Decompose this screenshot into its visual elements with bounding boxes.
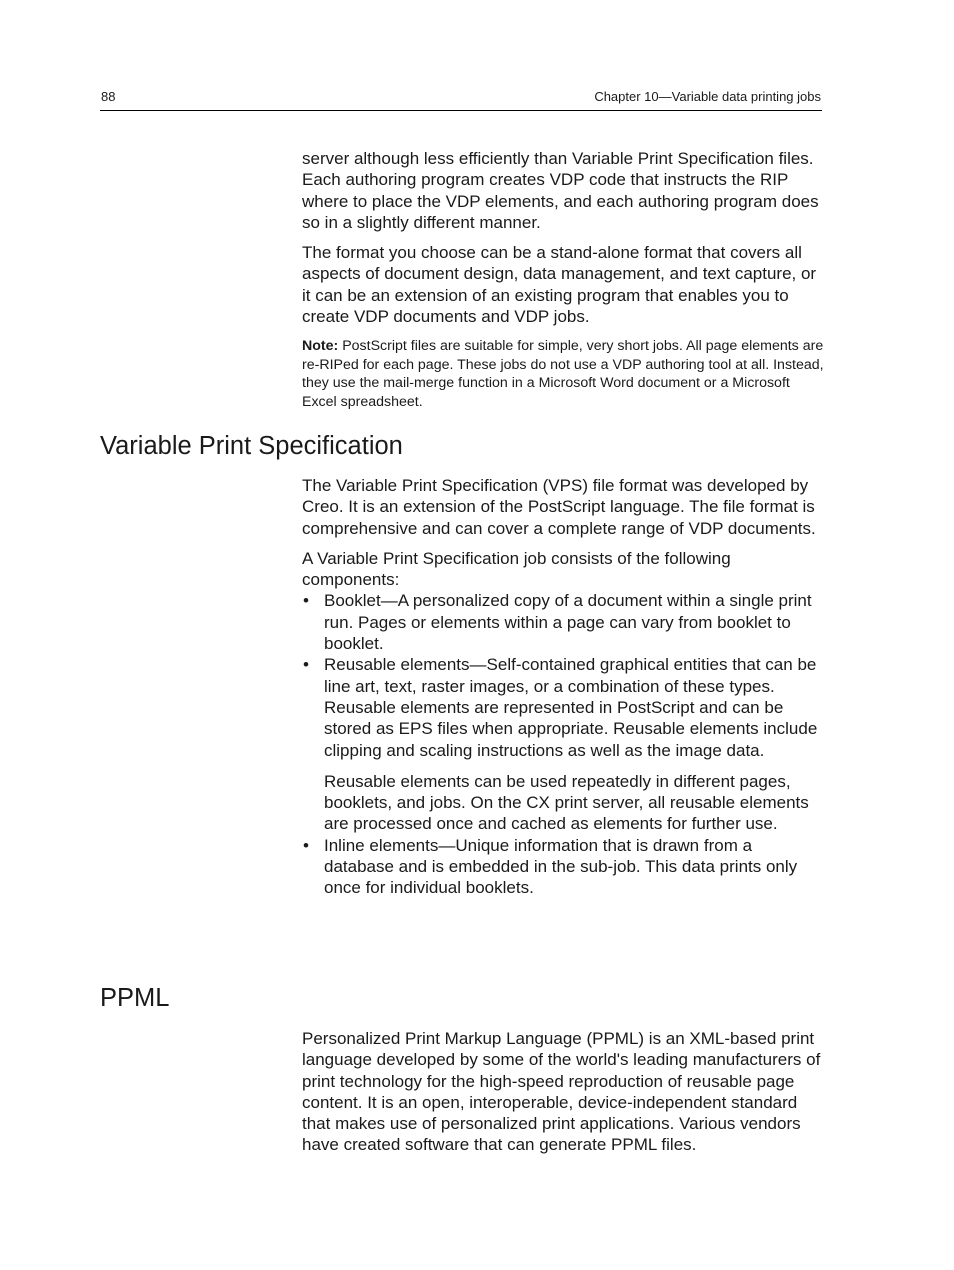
- vps-section: [302, 475, 824, 899]
- ppml-paragraph-1: Personalized Print Markup Language (PPML) is an XML-based print language developed by some of the world's leading manufacturers of print technology for the high-speed reproduction of reusable page content. It is an open, interoperable, device-independent standard that makes use of personalized print applications. Various vendors have created software that can generate PPML files.: [302, 1029, 821, 1155]
- ppml-section: [302, 1028, 824, 1156]
- vps-heading: Variable Print Specification: [100, 432, 403, 460]
- page-header: [100, 88, 822, 111]
- note-label: Note:: [302, 338, 339, 355]
- list-item-text: Inline elements—Unique information that is drawn from a database and is embedded in the sub-job. This data prints only once for individual booklets.: [324, 835, 798, 898]
- list-item-text: Reusable elements—Self-contained graphical entities that can be line art, text, raster images, or a combination of these types. Reusable elements are represented in PostScript and can be stored as EPS files when appropriate. Reusable elements include clipping and scaling instructions as well as the image data.: [324, 655, 818, 760]
- vps-component-list: [302, 590, 824, 898]
- list-item-inline-elements: [302, 835, 824, 899]
- bullet-icon: •: [303, 835, 309, 855]
- page-number: 88: [101, 89, 116, 104]
- list-item-booklet: [302, 590, 824, 654]
- list-item-subparagraph: Reusable elements can be used repeatedly in different pages, booklets, and jobs. On the CX print server, all reusable elements are processed once and cached as elements for further use.: [324, 771, 809, 834]
- chapter-title: Chapter 10—Variable data printing jobs: [594, 89, 821, 104]
- intro-paragraph-2: The format you choose can be a stand-alone format that covers all aspects of document design, data management, and text capture, or it can be an extension of an existing program that enables you to create VDP documents and VDP jobs.: [302, 243, 817, 327]
- intro-section: [302, 148, 824, 411]
- intro-paragraph-1: server although less efficiently than Variable Print Specification files. Each authoring program creates VDP code that instructs the RIP where to place the VDP elements, and each authoring program does so in a slightly different manner.: [302, 149, 819, 232]
- vps-paragraph-2: A Variable Print Specification job consists of the following components:: [302, 548, 731, 590]
- bullet-icon: •: [303, 591, 309, 611]
- list-item-reusable-elements: [302, 654, 824, 834]
- note-text: PostScript files are suitable for simple, very short jobs. All page elements are re-RIPed for each page. These jobs do not use a VDP authoring tool at all. Instead, they use the mail-merge function in a Microsoft Word document or a Microsoft Excel spreadsheet.: [302, 338, 824, 410]
- ppml-heading: PPML: [100, 984, 170, 1012]
- bullet-icon: •: [303, 655, 309, 675]
- list-item-text: Booklet—A personalized copy of a document within a single print run. Pages or elements within a page can vary from booklet to booklet.: [324, 591, 812, 654]
- vps-paragraph-1: The Variable Print Specification (VPS) file format was developed by Creo. It is an extension of the PostScript language. The file format is comprehensive and can cover a complete range of VDP documents.: [302, 476, 816, 538]
- note: [302, 337, 824, 411]
